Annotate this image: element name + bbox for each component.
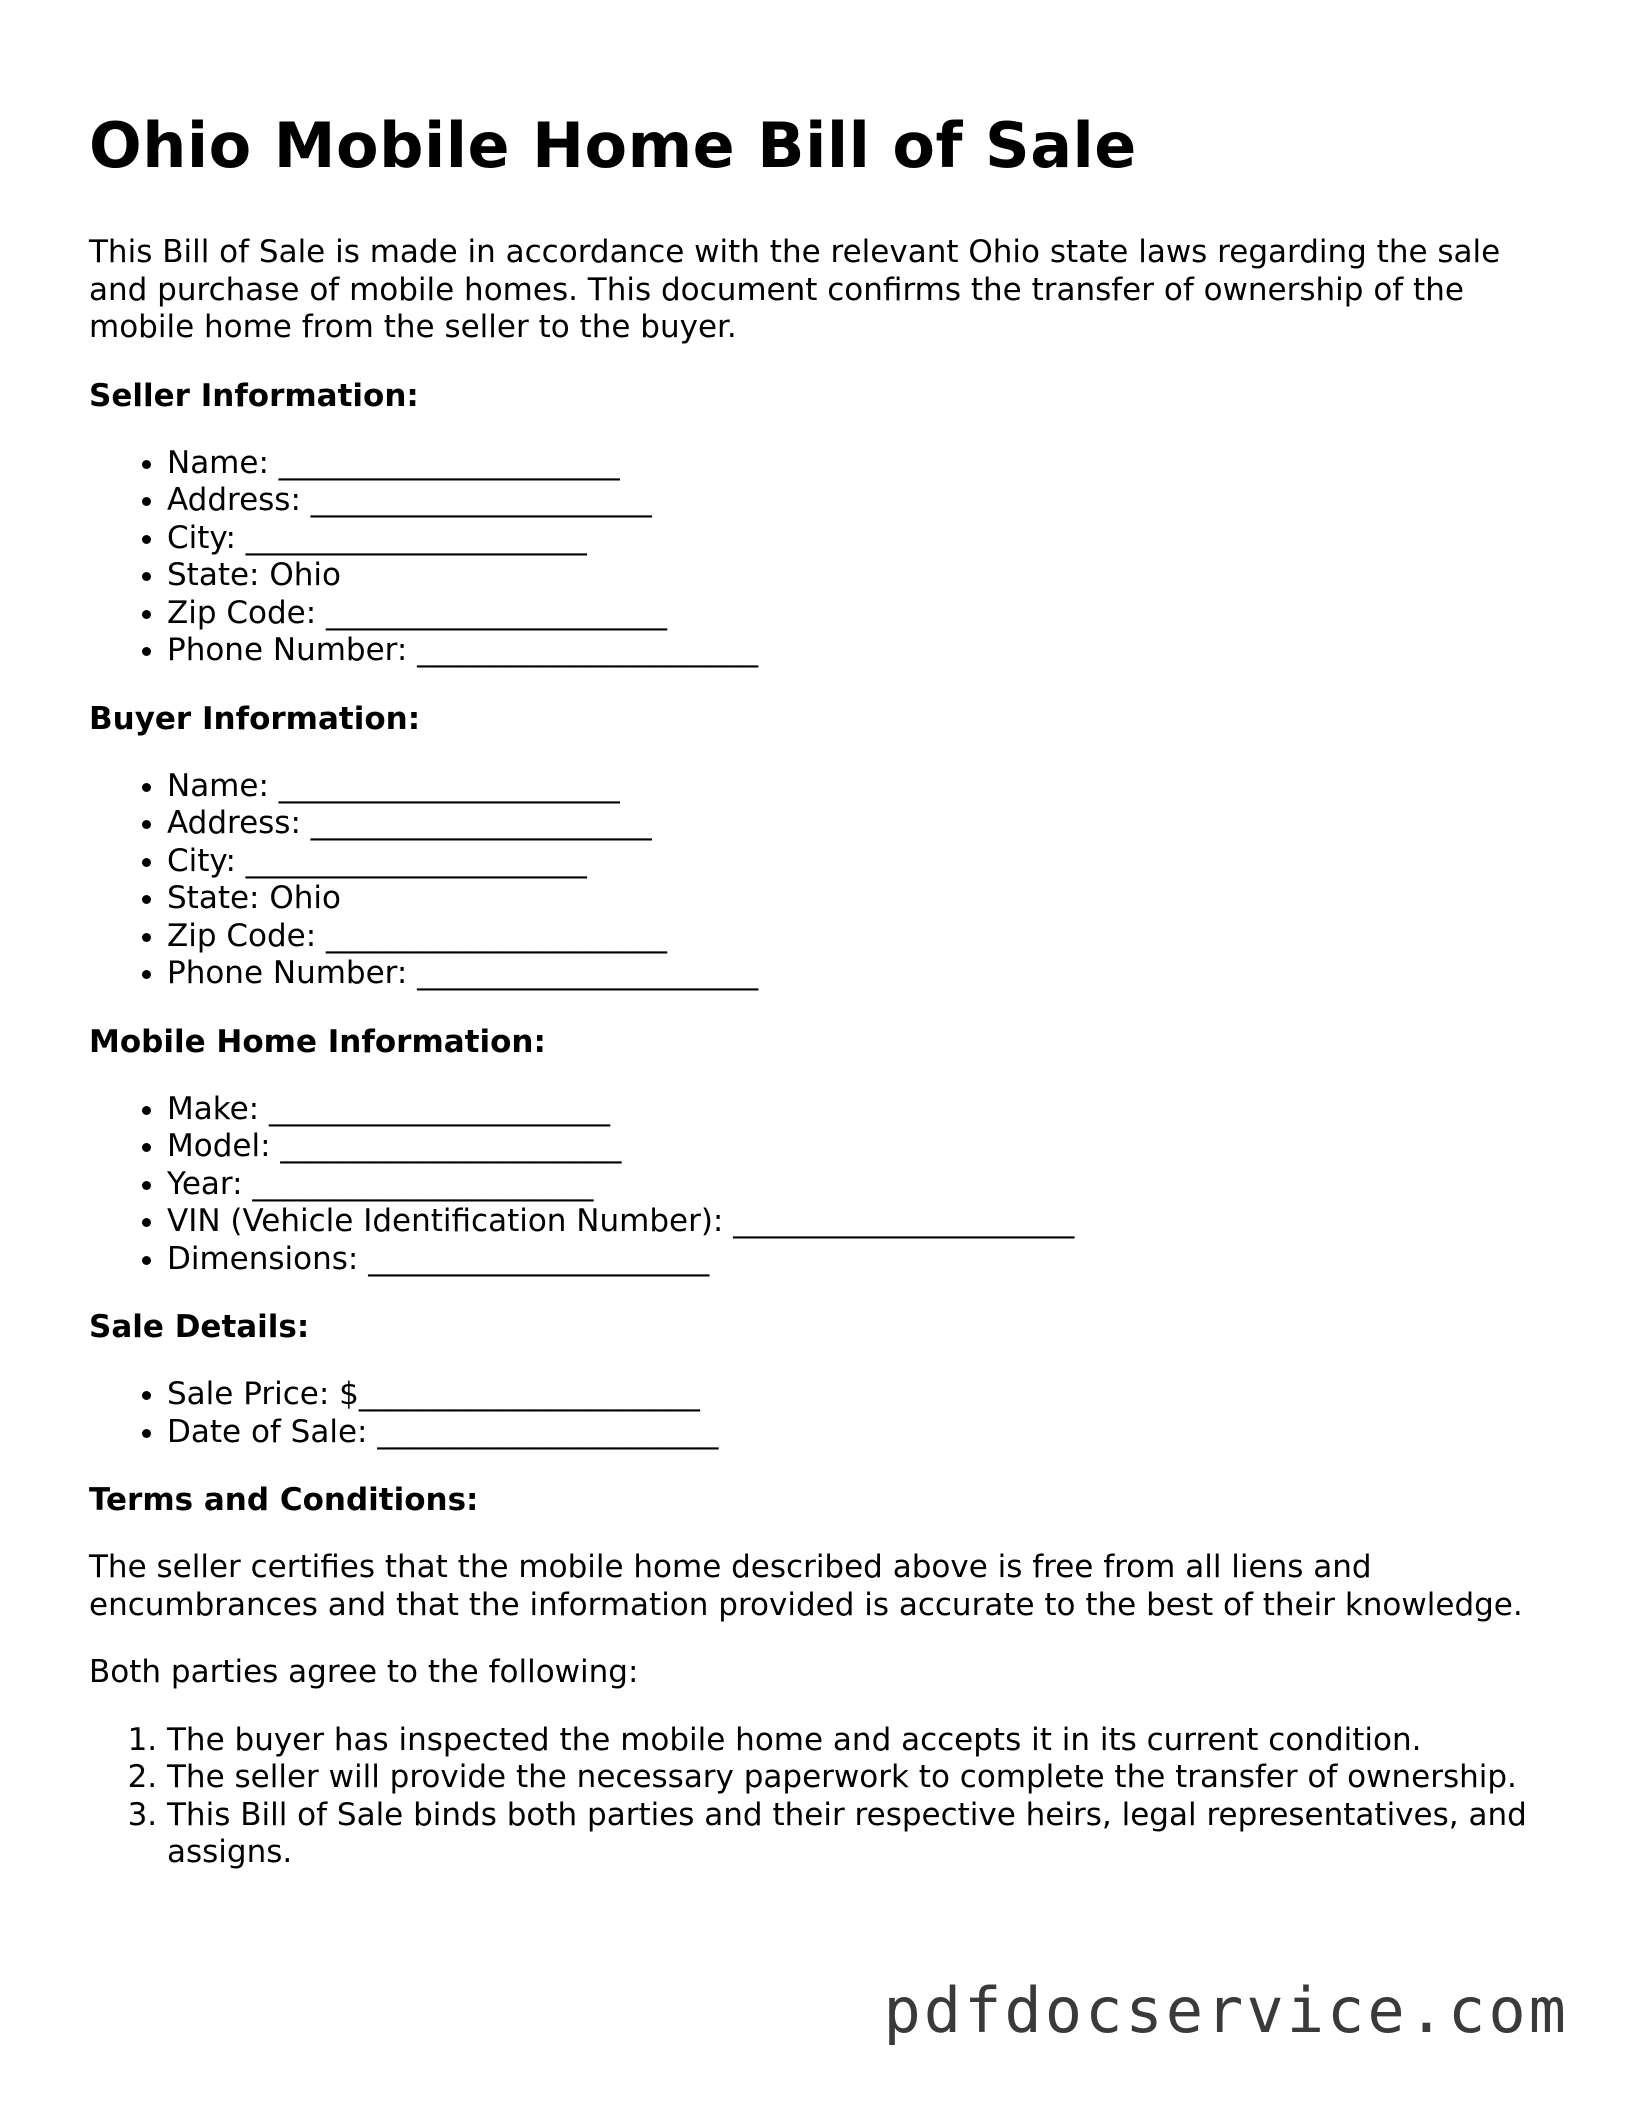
document-page [89, 110, 1549, 1872]
terms-list [89, 1722, 1549, 1872]
terms-heading: Terms and Conditions: [89, 1482, 479, 1518]
mobile-home-heading: Mobile Home Information: [89, 1023, 546, 1060]
home-make-field: • Make: ______________________ [167, 1091, 1549, 1129]
seller-state-field: • State: Ohio [167, 557, 1549, 595]
seller-list [89, 445, 1549, 670]
buyer-city-field: • City: ______________________ [167, 843, 1549, 881]
seller-heading: Seller Information: [89, 377, 419, 414]
buyer-name-field: • Name: ______________________ [167, 768, 1549, 806]
certification-paragraph: The seller certifies that the mobile home described above is free from all liens and encumbrances and that the information provided is accurate to the best of their knowledge. [89, 1549, 1523, 1623]
home-vin-field: • VIN (Vehicle Identification Number): ______________________ [167, 1203, 1549, 1241]
sale-date-field: • Date of Sale: ______________________ [167, 1414, 1549, 1452]
term-item: 3. This Bill of Sale binds both parties and their respective heirs, legal representatives, and assigns. [167, 1797, 1549, 1872]
watermark: pdfdocservice.com [883, 1974, 1569, 2047]
sale-details-heading: Sale Details: [89, 1309, 310, 1345]
home-dimensions-field: • Dimensions: ______________________ [167, 1241, 1549, 1279]
document-title: Ohio Mobile Home Bill of Sale [89, 109, 1137, 182]
seller-phone-field: • Phone Number: ______________________ [167, 632, 1549, 670]
buyer-state-field: • State: Ohio [167, 880, 1549, 918]
buyer-address-field: • Address: ______________________ [167, 805, 1549, 843]
home-model-field: • Model: ______________________ [167, 1128, 1549, 1166]
mobile-home-list [89, 1091, 1549, 1279]
sale-price-field: • Sale Price: $______________________ [167, 1376, 1549, 1414]
buyer-phone-field: • Phone Number: ______________________ [167, 955, 1549, 993]
buyer-heading: Buyer Information: [89, 700, 421, 737]
intro-paragraph: This Bill of Sale is made in accordance with the relevant Ohio state laws regarding the sale and purchase of mobile homes. This document confirms the transfer of ownership of the mobile home from the seller to the buyer. [89, 234, 1501, 345]
buyer-zip-field: • Zip Code: ______________________ [167, 918, 1549, 956]
seller-address-field: • Address: ______________________ [167, 482, 1549, 520]
seller-city-field: • City: ______________________ [167, 520, 1549, 558]
seller-zip-field: • Zip Code: ______________________ [167, 595, 1549, 633]
seller-name-field: • Name: ______________________ [167, 445, 1549, 483]
buyer-list [89, 768, 1549, 993]
term-item: 1. The buyer has inspected the mobile home and accepts it in its current condition. [167, 1722, 1549, 1760]
term-item: 2. The seller will provide the necessary paperwork to complete the transfer of ownership. [167, 1759, 1549, 1797]
sale-details-list [89, 1376, 1549, 1451]
home-year-field: • Year: ______________________ [167, 1166, 1549, 1204]
agreement-intro: Both parties agree to the following: [89, 1654, 639, 1690]
